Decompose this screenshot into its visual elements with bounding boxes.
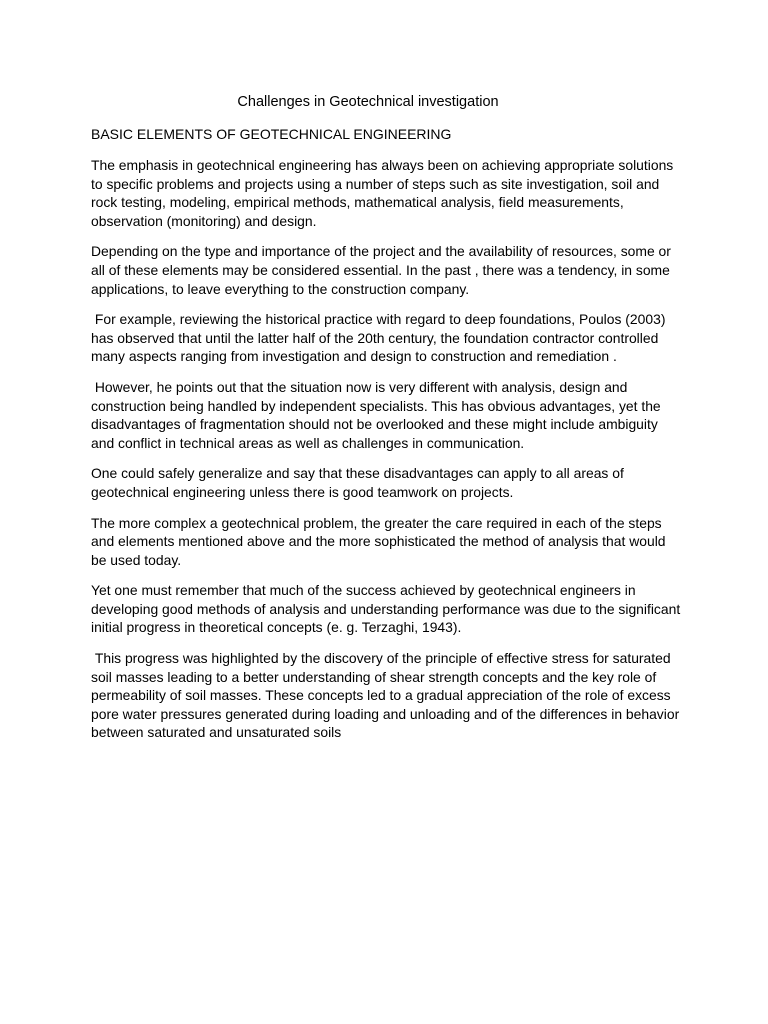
document-body xyxy=(91,156,691,754)
paragraph: However, he points out that the situation now is very different with analysis, design and construction being handled by independent specialists. This has obvious advantages, yet the disadvantages of fragmentation should not be overlooked and these might include ambiguity and conflict in technical areas as well as challenges in communication. xyxy=(91,378,661,451)
paragraph: This progress was highlighted by the discovery of the principle of effective stress for saturated soil masses leading to a better understanding of shear strength concepts and the key role of permeability of soil masses. These concepts led to a gradual appreciation of the role of excess pore water pressures generated during loading and unloading and of the differences in behavior between saturated and unsaturated soils xyxy=(91,650,680,741)
paragraph: Depending on the type and importance of the project and the availability of resources, some or all of these elements may be considered essential. In the past , there was a tendency, in some applications, to leave everything to the construction company. xyxy=(91,243,671,297)
paragraph: The emphasis in geotechnical engineering has always been on achieving appropriate solutions to specific problems and projects using a number of steps such as site investigation, soil and rock testing, modeling, empirical methods, mathematical analysis, field measurements, observation (monitoring) and design. xyxy=(91,157,674,229)
paragraph: For example, reviewing the historical practice with regard to deep foundations, Poulos (2003) has observed that until the latter half of the 20th century, the foundation contractor controlled many aspects ranging from investigation and design to construction and remediation . xyxy=(91,311,666,365)
paragraph: The more complex a geotechnical problem, the greater the care required in each of the steps and elements mentioned above and the more sophisticated the method of analysis that would be used today. xyxy=(91,514,666,568)
document-title: Challenges in Geotechnical investigation xyxy=(237,94,499,110)
paragraph: Yet one must remember that much of the success achieved by geotechnical engineers in developing good methods of analysis and understanding performance was due to the significant initial progress in theoretical concepts (e. g. Terzaghi, 1943). xyxy=(91,582,681,636)
section-heading: BASIC ELEMENTS OF GEOTECHNICAL ENGINEERING xyxy=(91,126,452,142)
paragraph: One could safely generalize and say that these disadvantages can apply to all areas of geotechnical engineering unless there is good teamwork on projects. xyxy=(91,465,624,500)
